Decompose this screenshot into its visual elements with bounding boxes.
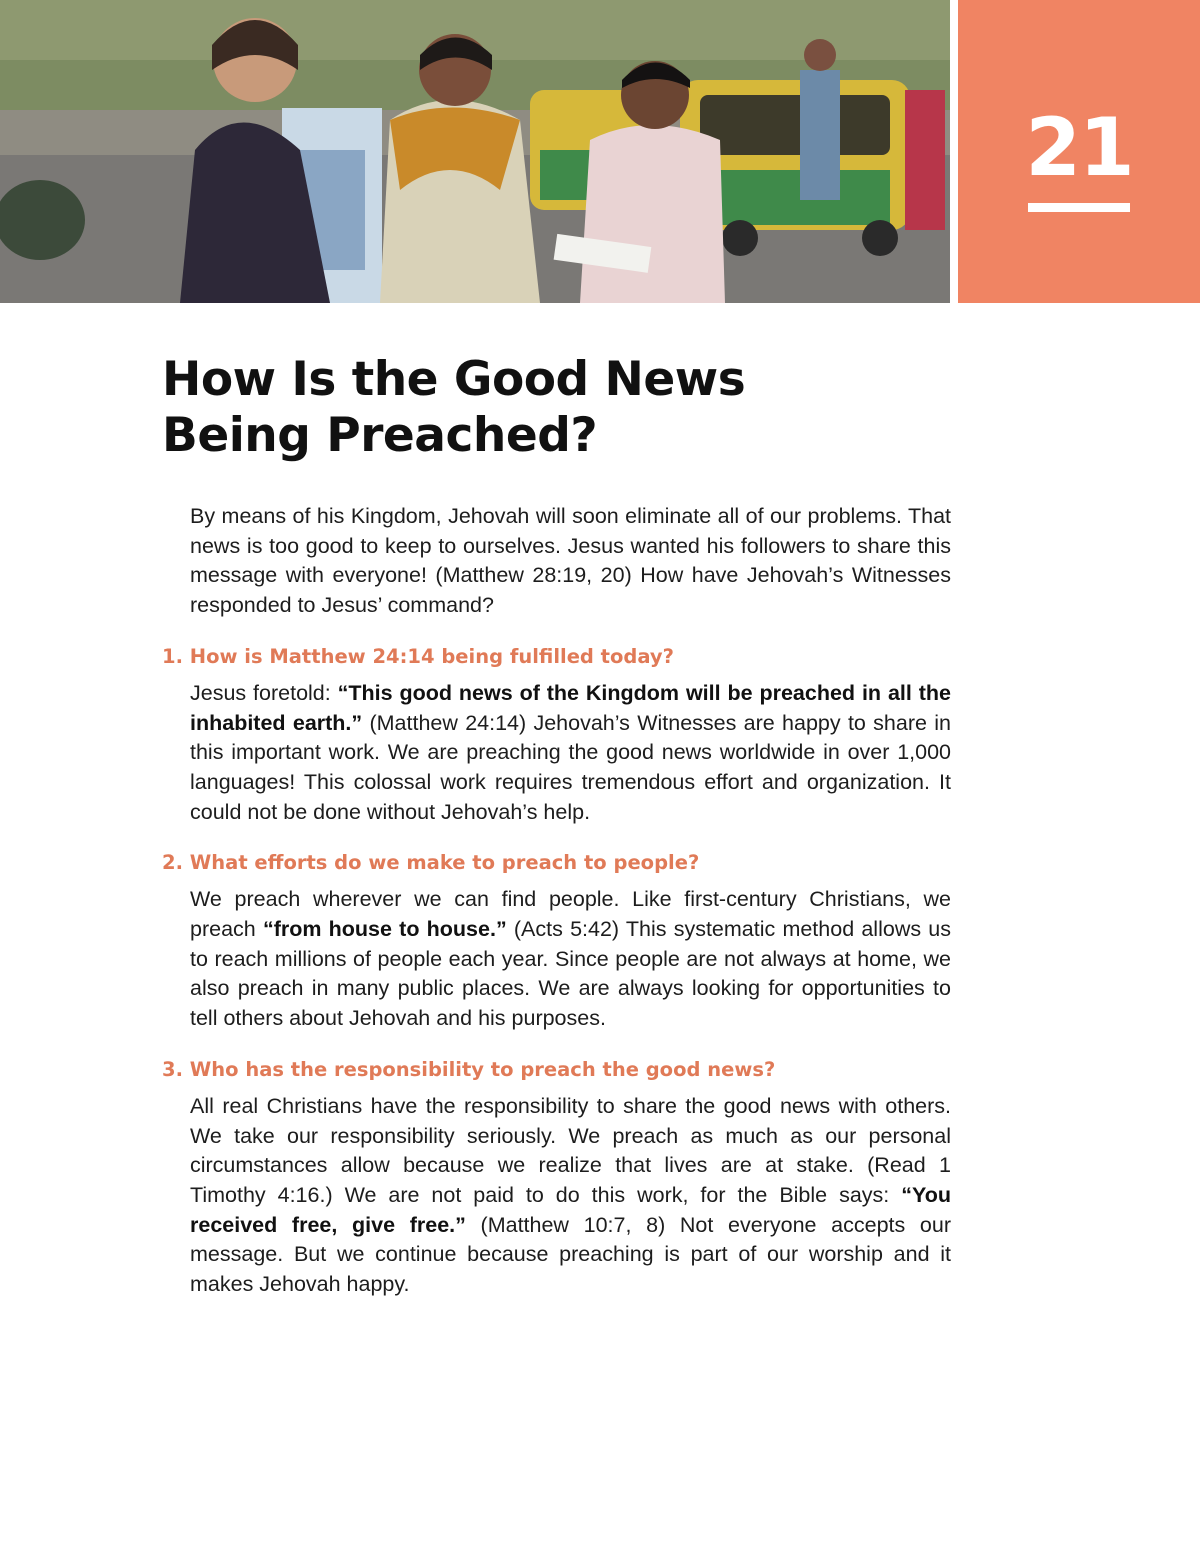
question-1-text-after: (Matthew 24:14) Jehovah’s Witnesses are happy to share in this important work. We are preaching the good news worldwide in over 1,000 languages! This colossal work requires tremendous effort and organization. It could not be done without Jehovah’s help. [190,710,952,824]
lesson-number-box [958,0,1200,303]
street-scene-illustration [0,0,950,303]
question-1-paragraph [190,679,951,828]
question-1-quote: “This good news of the Kingdom will be preached in all the inhabited earth.” [190,680,951,735]
question-3-quote: “You received free, give free.” [190,1182,951,1237]
lesson-number: 21 [1025,101,1133,194]
question-3-text-before: All real Christians have the responsibility to share the good news with others. We take our responsibility seriously. We preach as much as our personal circumstances allow because we realize that lives are at stake. (Read 1 Timothy 4:16.) We are not paid to do this work, for the Bible says: [190,1093,951,1207]
page-title-line-1: How Is the Good News [162,352,746,407]
question-3-text-after: (Matthew 10:7, 8) Not everyone accepts our message. But we continue because preaching is part of our worship and it makes Jehovah happy. [190,1212,951,1297]
page-title [162,352,922,464]
question-2-heading: 2. What efforts do we make to preach to people? [162,851,700,875]
lesson-content [162,500,952,1300]
question-1-heading: 1. How is Matthew 24:14 being fulfilled today? [162,644,674,668]
question-2-quote: “from house to house.” [262,917,507,942]
question-1-text-before: Jesus foretold: [190,680,338,705]
lesson-number-underline [1028,203,1130,212]
question-2-paragraph [190,885,951,1034]
page-title-line-2: Being Preached? [162,408,598,463]
question-3-paragraph [190,1092,951,1300]
question-2-text-after: (Acts 5:42) This systematic method allows us to reach millions of people each year. Since people are not always at home, we also preach in many public places. We are always looking for opportunities to tell others about Jehovah and his purposes. [190,917,951,1031]
header-photo [0,0,950,303]
question-2-text-before: We preach wherever we can find people. Like first-century Christians, we preach [190,887,951,942]
intro-paragraph: By means of his Kingdom, Jehovah will soon eliminate all of our problems. That news is too good to keep to ourselves. Jesus wanted his followers to share this message with everyone! (Matthew 28:19, 20) How have Jehovah’s Witnesses responded to Jesus’ command? [190,504,951,618]
question-3-heading: 3. Who has the responsibility to preach the good news? [162,1057,776,1081]
